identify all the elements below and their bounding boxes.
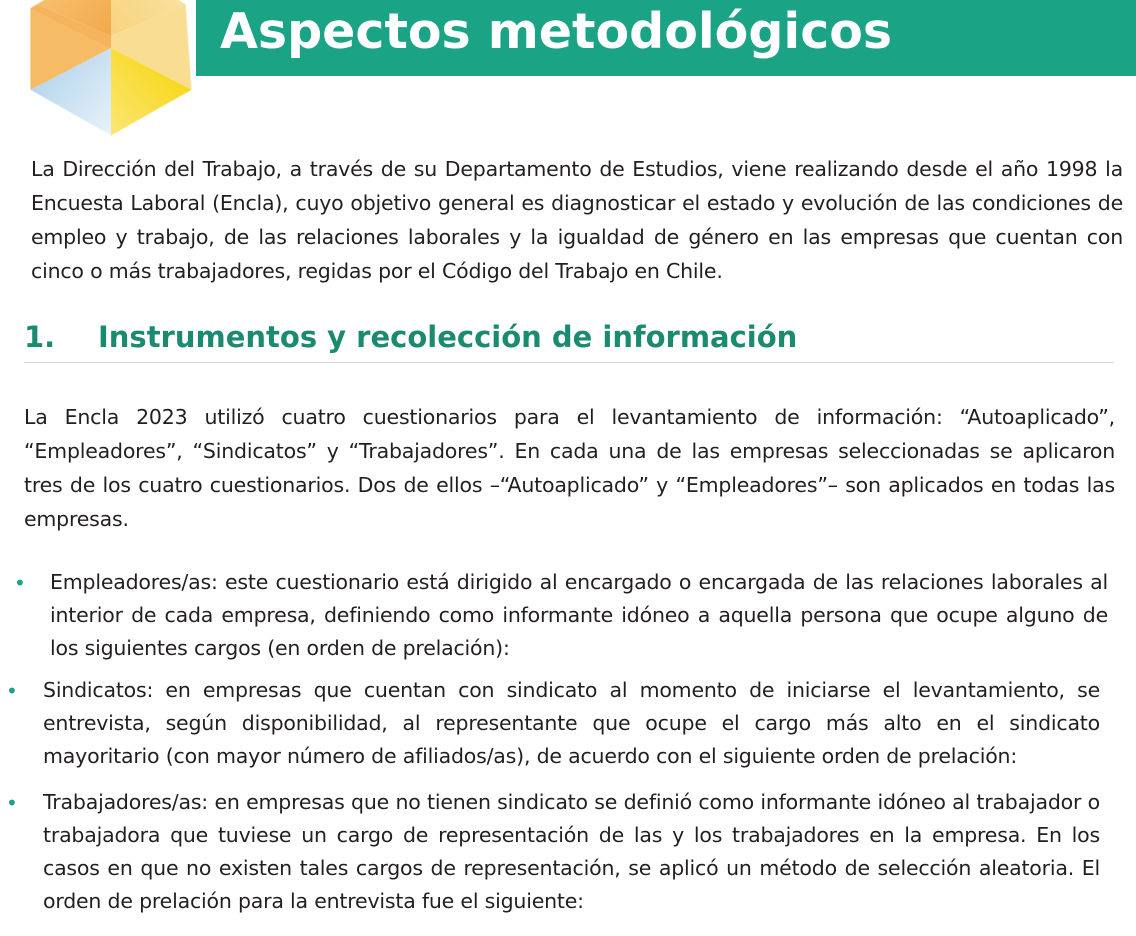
- section-number: 1.: [24, 320, 56, 354]
- section-heading: [24, 314, 1114, 363]
- intro-paragraph: La Dirección del Trabajo, a través de su Departamento de Estudios, viene realizando desde el año 1998 la Encuesta Laboral (Encla), cuyo objetivo general es diagnosticar el estado y evolución de las condiciones de empleo y trabajo, de las relaciones laborales y la igualdad de género en las empresas que cuentan con cinco o más trabajadores, regidas por el Código del Trabajo en Chile.: [31, 157, 1123, 283]
- section-title: Instrumentos y recolección de información: [98, 320, 798, 354]
- bullet-marker: •: [6, 679, 18, 703]
- section-paragraph: La Encla 2023 utilizó cuatro cuestionarios para el levantamiento de información: “Autoaplicado”, “Empleadores”, “Sindicatos” y “Trabajadores”. En cada una de las empresas seleccionadas se aplicaron tres de los cuatro cuestionarios. Dos de ellos –“Autoaplicado” y “Empleadores”– son aplicados en todas las empresas.: [24, 405, 1115, 531]
- bullet-text-sindicatos: Sindicatos: en empresas que cuentan con sindicato al momento de iniciarse el levantamiento, se entrevista, según disponibilidad, al representante que ocupe el cargo más alto en el sindicato mayoritario (con mayor número de afiliados/as), de acuerdo con el siguiente orden de prelación:: [43, 678, 1100, 768]
- bullet-marker: •: [14, 571, 26, 595]
- bullet-text-empleadores: Empleadores/as: este cuestionario está dirigido al encargado o encargada de las relaciones laborales al interior de cada empresa, definiendo como informante idóneo a aquella persona que ocupe alguno de los siguientes cargos (en orden de prelación):: [50, 570, 1108, 660]
- hexagon-cube-logo-icon: [22, 0, 200, 136]
- bullet-text-trabajadores: Trabajadores/as: en empresas que no tienen sindicato se definió como informante idóneo al trabajador o trabajadora que tuviese un cargo de representación de las y los trabajadores en la empresa. En los casos en que no existen tales cargos de representación, se aplicó un método de selección aleatoria. El orden de prelación para la entrevista fue el siguiente:: [43, 790, 1100, 913]
- page-title: Aspectos metodológicos: [220, 3, 893, 60]
- bullet-marker: •: [6, 791, 18, 815]
